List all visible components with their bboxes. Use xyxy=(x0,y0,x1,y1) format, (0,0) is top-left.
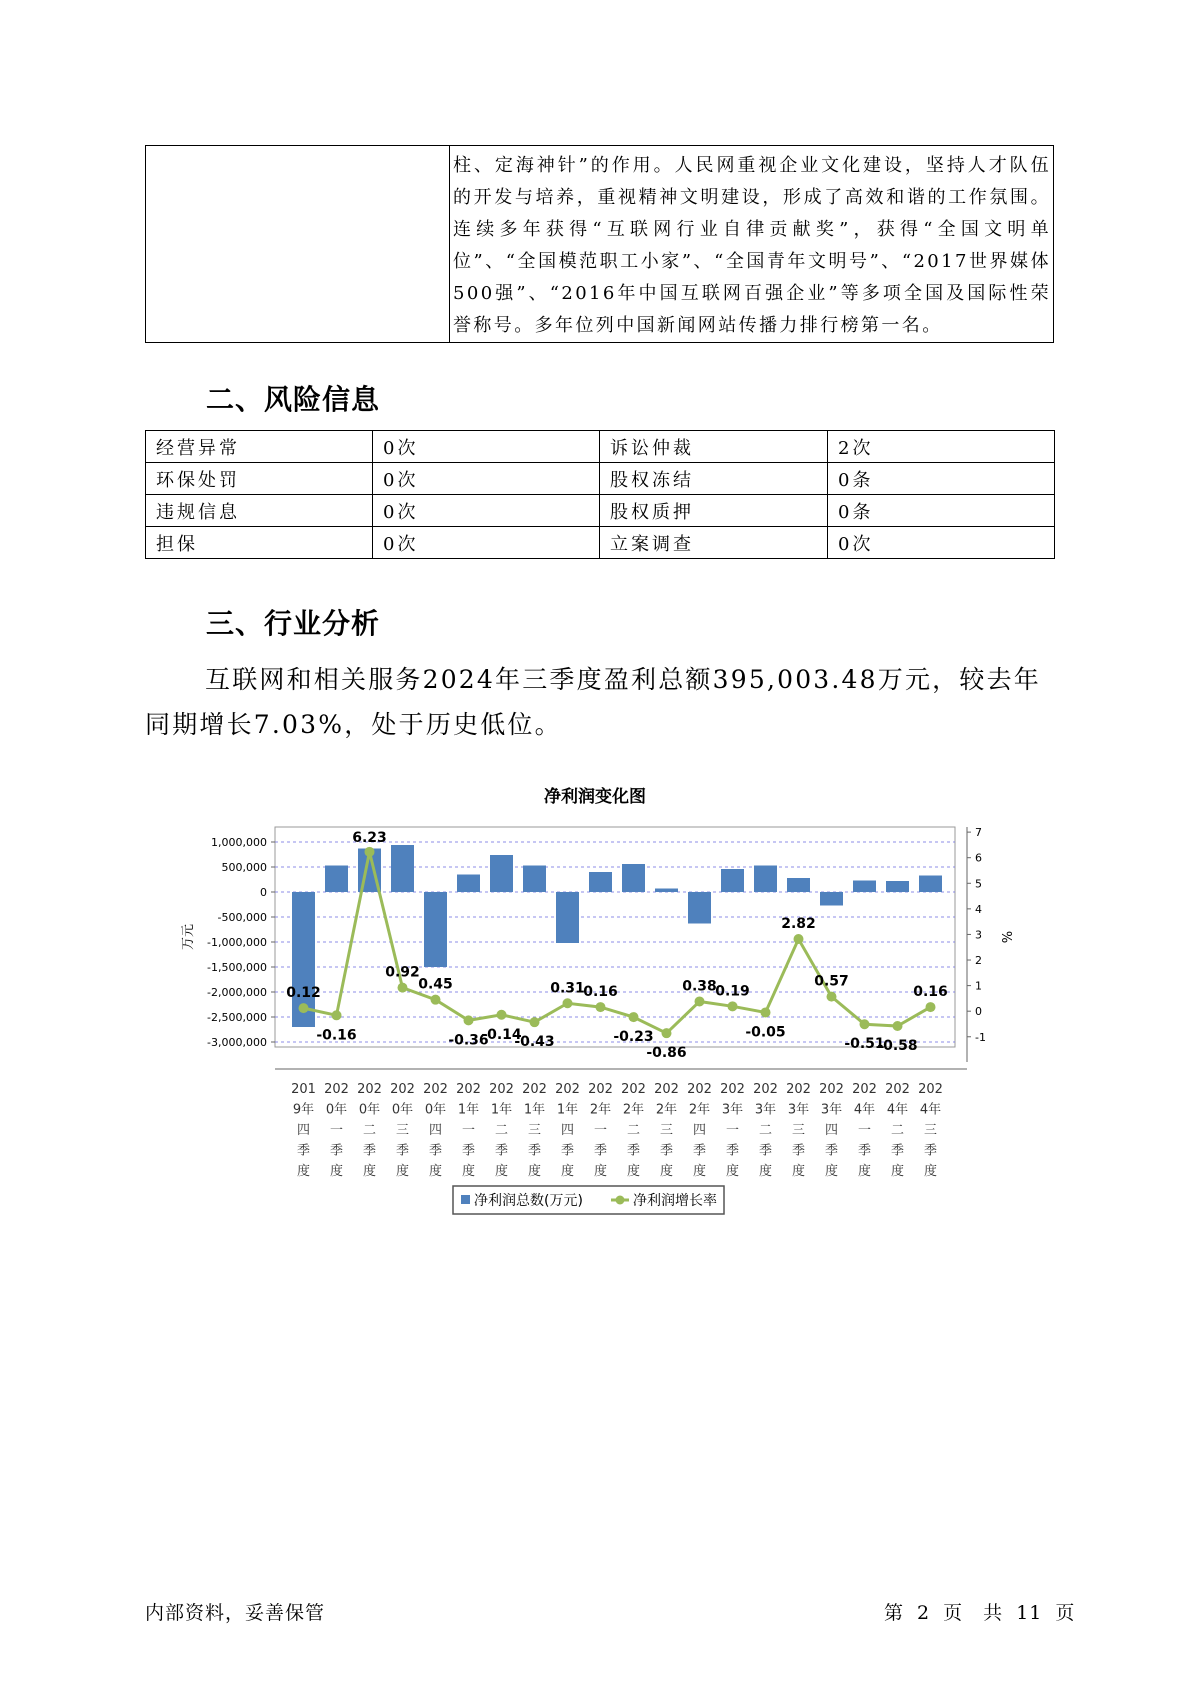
data-label: -0.51 xyxy=(844,1036,885,1053)
x-tick-label: 度 xyxy=(362,1164,377,1179)
bar xyxy=(655,889,678,893)
x-tick-label: 201 xyxy=(291,1082,316,1097)
x-tick-label: 四 xyxy=(560,1123,575,1138)
x-tick-label: 季 xyxy=(923,1143,938,1159)
x-tick-label: 季 xyxy=(329,1143,344,1159)
x-tick-label: 202 xyxy=(555,1082,580,1097)
x-tick-label: 202 xyxy=(687,1082,712,1097)
y-left-tick-label: -3,000,000 xyxy=(207,1036,267,1049)
data-label: -0.05 xyxy=(745,1024,786,1041)
bar xyxy=(688,892,711,924)
bar xyxy=(424,892,447,967)
x-tick-label: 3年 xyxy=(820,1102,843,1118)
data-label: 0.19 xyxy=(715,983,750,1000)
bar xyxy=(820,892,843,906)
y-right-tick-label: 0 xyxy=(975,1005,982,1019)
x-tick-label: 0年 xyxy=(358,1102,381,1118)
x-tick-label: 度 xyxy=(527,1164,542,1179)
x-tick-label: 度 xyxy=(626,1164,641,1179)
industry-analysis-paragraph: 互联网和相关服务2024年三季度盈利总额395,003.48万元，较去年同期增长7.03%，处于历史低位。 xyxy=(145,665,1041,739)
x-tick-label: 202 xyxy=(918,1082,943,1097)
x-tick-label: 202 xyxy=(852,1082,877,1097)
data-label: 0.31 xyxy=(550,980,585,997)
x-tick-label: 1年 xyxy=(523,1102,546,1118)
data-label: 2.82 xyxy=(781,916,816,933)
data-label: 0.38 xyxy=(682,978,717,995)
bar xyxy=(556,892,579,943)
legend-label-line: 净利润增长率 xyxy=(633,1193,717,1209)
x-tick-label: 一 xyxy=(857,1123,872,1138)
x-tick-label: 4年 xyxy=(919,1102,942,1118)
data-label: -0.86 xyxy=(646,1045,687,1062)
x-tick-label: 202 xyxy=(885,1082,910,1097)
x-tick-label: 202 xyxy=(819,1082,844,1097)
x-tick-label: 4年 xyxy=(853,1102,876,1118)
legend-swatch-bar xyxy=(461,1195,470,1204)
y-left-axis-label: 万元 xyxy=(181,923,196,951)
growth-rate-point xyxy=(794,934,804,944)
growth-rate-point xyxy=(662,1028,672,1038)
growth-rate-point xyxy=(299,1003,309,1013)
section-title-industry: 三、行业分析 xyxy=(206,607,381,640)
x-tick-label: 度 xyxy=(791,1164,806,1179)
x-tick-label: 季 xyxy=(758,1143,773,1159)
x-tick-label: 202 xyxy=(423,1082,448,1097)
legend-swatch-point xyxy=(616,1196,625,1205)
x-tick-label: 一 xyxy=(725,1123,740,1138)
y-left-tick-label: 500,000 xyxy=(221,861,267,874)
risk-item-value: 0次 xyxy=(373,431,600,463)
x-tick-label: 202 xyxy=(390,1082,415,1097)
intro-text-cell: 柱、定海神针”的作用。人民网重视企业文化建设，坚持人才队伍的开发与培养，重视精神文明建设，形成了高效和谐的工作氛围。连续多年获得“互联网行业自律贡献奖”，获得“全国文明单位”、“全国模范职工小家”、“全国青年文明号”、“2017世界媒体500强”、“2016年中国互联网百强企业”等多项全国及国际性荣誉称号。多年位列中国新闻网站传播力排行榜第一名。 xyxy=(450,146,1054,343)
y-right-tick-label: 1 xyxy=(975,979,982,993)
y-right-tick-label: 3 xyxy=(975,928,982,942)
x-tick-label: 3年 xyxy=(721,1102,744,1118)
x-tick-label: 三 xyxy=(395,1123,410,1138)
x-tick-label: 度 xyxy=(857,1164,872,1179)
x-tick-label: 3年 xyxy=(754,1102,777,1118)
risk-item-name: 经营异常 xyxy=(146,431,373,463)
bar xyxy=(622,864,645,892)
x-tick-label: 一 xyxy=(461,1123,476,1138)
bar xyxy=(589,872,612,892)
growth-rate-point xyxy=(332,1010,342,1020)
growth-rate-point xyxy=(926,1002,936,1012)
risk-row xyxy=(146,431,1055,463)
x-tick-label: 季 xyxy=(395,1143,410,1159)
x-tick-label: 度 xyxy=(659,1164,674,1179)
x-tick-label: 0年 xyxy=(424,1102,447,1118)
x-tick-label: 三 xyxy=(659,1123,674,1138)
x-tick-label: 1年 xyxy=(457,1102,480,1118)
growth-rate-point xyxy=(497,1010,507,1020)
risk-item-name: 担保 xyxy=(146,527,373,559)
x-tick-label: 季 xyxy=(659,1143,674,1159)
risk-item-value: 0次 xyxy=(373,495,600,527)
x-tick-label: 二 xyxy=(758,1123,773,1138)
y-left-tick-label: -1,000,000 xyxy=(207,936,267,949)
x-tick-label: 四 xyxy=(692,1123,707,1138)
data-label: 0.45 xyxy=(418,976,453,993)
y-right-tick-label: 5 xyxy=(975,877,982,891)
growth-rate-point xyxy=(596,1002,606,1012)
x-tick-label: 季 xyxy=(494,1143,509,1159)
x-tick-label: 度 xyxy=(329,1164,344,1179)
x-tick-label: 度 xyxy=(461,1164,476,1179)
data-label: -0.23 xyxy=(613,1029,654,1046)
x-tick-label: 202 xyxy=(786,1082,811,1097)
x-tick-label: 度 xyxy=(692,1164,707,1179)
risk-item-value: 0次 xyxy=(828,527,1055,559)
x-tick-label: 季 xyxy=(362,1143,377,1159)
risk-item-name: 股权质押 xyxy=(600,495,828,527)
x-tick-label: 季 xyxy=(527,1143,542,1159)
x-tick-label: 2年 xyxy=(589,1102,612,1118)
y-right-tick-label: 7 xyxy=(975,826,982,840)
bar xyxy=(919,876,942,893)
x-tick-label: 季 xyxy=(560,1143,575,1159)
x-tick-label: 2年 xyxy=(655,1102,678,1118)
x-tick-label: 二 xyxy=(494,1123,509,1138)
x-tick-label: 202 xyxy=(753,1082,778,1097)
data-label: 0.12 xyxy=(286,985,321,1002)
data-label: 6.23 xyxy=(352,829,387,846)
x-tick-label: 202 xyxy=(522,1082,547,1097)
net-profit-chart xyxy=(170,775,1013,1235)
risk-item-name: 股权冻结 xyxy=(600,463,828,495)
y-left-tick-label: -2,000,000 xyxy=(207,986,267,999)
x-tick-label: 202 xyxy=(720,1082,745,1097)
growth-rate-point xyxy=(761,1007,771,1017)
x-tick-label: 202 xyxy=(456,1082,481,1097)
footer-page-number: 第 2 页 共 11 页 xyxy=(884,1602,1076,1624)
x-tick-label: 0年 xyxy=(325,1102,348,1118)
x-tick-label: 度 xyxy=(824,1164,839,1179)
x-tick-label: 202 xyxy=(588,1082,613,1097)
growth-rate-point xyxy=(695,996,705,1006)
x-tick-label: 度 xyxy=(593,1164,608,1179)
footer-confidential: 内部资料，妥善保管 xyxy=(145,1602,326,1624)
x-tick-label: 四 xyxy=(296,1123,311,1138)
growth-rate-point xyxy=(365,847,375,857)
x-tick-label: 二 xyxy=(362,1123,377,1138)
x-tick-label: 度 xyxy=(395,1164,410,1179)
data-label: 0.92 xyxy=(385,964,420,981)
x-tick-label: 度 xyxy=(890,1164,905,1179)
x-tick-label: 四 xyxy=(824,1123,839,1138)
x-tick-label: 度 xyxy=(428,1164,443,1179)
x-tick-label: 202 xyxy=(621,1082,646,1097)
x-tick-label: 一 xyxy=(329,1123,344,1138)
x-tick-label: 季 xyxy=(428,1143,443,1159)
x-tick-label: 2年 xyxy=(688,1102,711,1118)
growth-rate-point xyxy=(860,1019,870,1029)
x-tick-label: 季 xyxy=(626,1143,641,1159)
data-label: -0.14 xyxy=(481,1026,522,1043)
x-tick-label: 1年 xyxy=(490,1102,513,1118)
risk-item-name: 诉讼仲裁 xyxy=(600,431,828,463)
chart-title: 净利润变化图 xyxy=(544,787,646,807)
x-tick-label: 9年 xyxy=(292,1102,315,1118)
x-tick-label: 三 xyxy=(791,1123,806,1138)
x-tick-label: 三 xyxy=(527,1123,542,1138)
y-left-tick-label: -2,500,000 xyxy=(207,1011,267,1024)
x-tick-label: 202 xyxy=(324,1082,349,1097)
growth-rate-point xyxy=(431,995,441,1005)
x-tick-label: 二 xyxy=(626,1123,641,1138)
x-tick-label: 三 xyxy=(923,1123,938,1138)
bar xyxy=(787,878,810,892)
risk-row xyxy=(146,463,1055,495)
risk-row xyxy=(146,495,1055,527)
growth-rate-point xyxy=(629,1012,639,1022)
x-tick-label: 0年 xyxy=(391,1102,414,1118)
growth-rate-point xyxy=(563,998,573,1008)
bar xyxy=(325,866,348,893)
y-left-tick-label: 0 xyxy=(260,886,267,899)
growth-rate-point xyxy=(728,1001,738,1011)
risk-item-name: 立案调查 xyxy=(600,527,828,559)
company-intro-table xyxy=(145,145,1054,343)
data-label: -0.43 xyxy=(514,1034,555,1051)
data-label: 0.16 xyxy=(583,984,618,1001)
x-tick-label: 一 xyxy=(593,1123,608,1138)
y-right-axis-label: % xyxy=(998,930,1013,944)
risk-item-value: 0次 xyxy=(373,527,600,559)
risk-row xyxy=(146,527,1055,559)
x-tick-label: 度 xyxy=(725,1164,740,1179)
data-label: -0.58 xyxy=(877,1038,918,1055)
bar xyxy=(457,875,480,893)
x-tick-label: 季 xyxy=(461,1143,476,1159)
bar xyxy=(721,869,744,892)
x-tick-label: 度 xyxy=(923,1164,938,1179)
data-label: 0.16 xyxy=(913,984,948,1001)
risk-item-value: 0次 xyxy=(373,463,600,495)
x-tick-label: 季 xyxy=(824,1143,839,1159)
data-label: -0.16 xyxy=(316,1027,357,1044)
data-label: 0.57 xyxy=(814,973,849,990)
growth-rate-point xyxy=(398,983,408,993)
x-tick-label: 度 xyxy=(494,1164,509,1179)
growth-rate-point xyxy=(893,1021,903,1031)
x-tick-label: 季 xyxy=(791,1143,806,1159)
x-tick-label: 202 xyxy=(357,1082,382,1097)
risk-item-value: 2次 xyxy=(828,431,1055,463)
x-tick-label: 季 xyxy=(593,1143,608,1159)
bar xyxy=(886,881,909,892)
x-tick-label: 季 xyxy=(692,1143,707,1159)
bar xyxy=(754,866,777,893)
bar xyxy=(490,855,513,892)
legend-label-bar: 净利润总数(万元) xyxy=(474,1193,583,1209)
x-tick-label: 1年 xyxy=(556,1102,579,1118)
intro-label-cell xyxy=(146,146,450,343)
growth-rate-point xyxy=(530,1017,540,1027)
y-left-tick-label: -500,000 xyxy=(217,911,267,924)
x-tick-label: 度 xyxy=(758,1164,773,1179)
y-right-tick-label: -1 xyxy=(975,1030,986,1044)
risk-item-value: 0条 xyxy=(828,463,1055,495)
risk-info-table xyxy=(145,430,1055,559)
y-left-tick-label: -1,500,000 xyxy=(207,961,267,974)
x-tick-label: 季 xyxy=(890,1143,905,1159)
x-tick-label: 202 xyxy=(489,1082,514,1097)
section-title-risk: 二、风险信息 xyxy=(206,383,381,416)
y-left-tick-label: 1,000,000 xyxy=(211,836,267,849)
x-tick-label: 3年 xyxy=(787,1102,810,1118)
x-tick-label: 度 xyxy=(560,1164,575,1179)
x-tick-label: 度 xyxy=(296,1164,311,1179)
bar xyxy=(391,845,414,892)
x-tick-label: 4年 xyxy=(886,1102,909,1118)
x-tick-label: 季 xyxy=(296,1143,311,1159)
data-label: -0.36 xyxy=(448,1032,489,1049)
y-right-tick-label: 4 xyxy=(975,902,982,916)
x-tick-label: 202 xyxy=(654,1082,679,1097)
bar xyxy=(853,881,876,893)
x-tick-label: 季 xyxy=(857,1143,872,1159)
x-tick-label: 2年 xyxy=(622,1102,645,1118)
x-tick-label: 二 xyxy=(890,1123,905,1138)
risk-item-name: 违规信息 xyxy=(146,495,373,527)
risk-item-value: 0条 xyxy=(828,495,1055,527)
bar xyxy=(523,866,546,893)
growth-rate-point xyxy=(464,1015,474,1025)
y-right-tick-label: 6 xyxy=(975,851,982,865)
x-tick-label: 四 xyxy=(428,1123,443,1138)
y-right-tick-label: 2 xyxy=(975,954,982,968)
growth-rate-point xyxy=(827,992,837,1002)
risk-item-name: 环保处罚 xyxy=(146,463,373,495)
x-tick-label: 季 xyxy=(725,1143,740,1159)
